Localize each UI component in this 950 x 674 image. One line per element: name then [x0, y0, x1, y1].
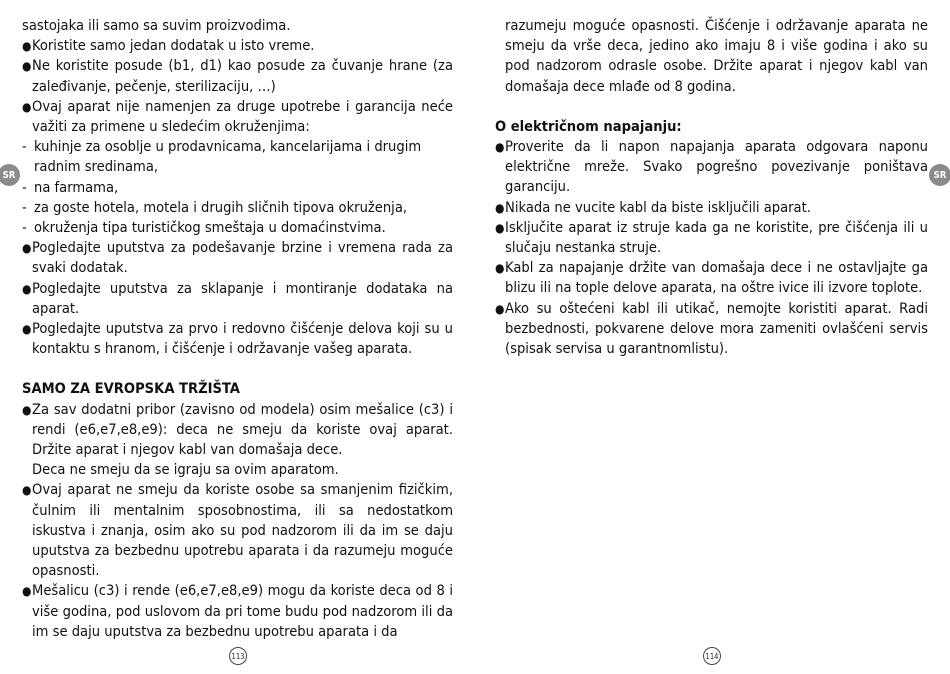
language-tab-left: SR: [0, 164, 20, 186]
list-item: ● Ovaj aparat nije namenjen za druge upotrebe i garancija neće važiti za primene u sledećim okruženjima:: [22, 97, 453, 136]
page-number-left: 113: [229, 647, 247, 665]
list-item-continuation: Deca ne smeju da se igraju sa ovim aparatom.: [32, 461, 339, 479]
list-item: ● Nikada ne vucite kabl da biste isključili aparat.: [495, 198, 928, 218]
bullet-icon: ●: [22, 281, 32, 296]
language-tab-right: SR: [929, 164, 950, 186]
bullet-icon: ●: [22, 483, 32, 498]
list-item: ● Isključite aparat iz struje kada ga ne koristite, pre čišćenja ili u slučaju nestanka struje.: [495, 218, 928, 257]
bullet-icon: ●: [495, 140, 505, 155]
bullet-icon: ●: [495, 261, 505, 276]
bullet-icon: ●: [495, 220, 505, 235]
list-item: ● Koristite samo jedan dodatak u isto vreme.: [22, 36, 453, 56]
bullet-icon: ●: [495, 200, 505, 215]
bullet-icon: ●: [22, 241, 32, 256]
bullet-icon: ●: [22, 584, 32, 599]
right-column: [495, 16, 928, 359]
list-item: ● Ako su oštećeni kabl ili utikač, nemojte koristiti aparat. Radi bezbednosti, pokvarene delove mora zameniti ovlašćeni servis (spisak servisa u garantnomlistu).: [495, 299, 928, 358]
list-item: ● Ne koristite posude (b1, d1) kao posude za čuvanje hrane (za zaleđivanje, pečenje, sterilizaciju, …): [22, 57, 453, 95]
dash-item: - za goste hotela, motela i drugih sličnih tipova okruženja,: [22, 198, 408, 216]
bullet-icon: ●: [22, 59, 32, 74]
dash-item: - okruženja tipa turističkog smeštaja u domaćinstvima.: [22, 219, 386, 237]
bullet-icon: ●: [22, 39, 32, 54]
list-item: ● Ovaj aparat ne smeju da koriste osobe sa smanjenim fizičkim, čulnim ili mentalnim sposobnostima, ili sa nedostatkom iskustva i znanja, osim ako su pod nadzorom ili da im se daju uputstva za bezbednu upotrebu aparata i da razumeju moguće opasnosti.: [22, 481, 453, 580]
list-item: ● Pogledajte uputstva za prvo i redovno čišćenje delova koji su u kontaktu s hranom, i čišćenje i održavanje vašeg aparata.: [22, 320, 453, 358]
bullet-icon: ●: [22, 99, 32, 114]
list-item: ● Pogledajte uputstva za podešavanje brzine i vremena rada za svaki dodatak.: [22, 239, 453, 277]
list-item: ● Mešalicu (c3) i rende (e6,e7,e8,e9) mogu da koriste deca od 8 i više godina, pod uslovom da pri tome budu pod nadzorom ili da im se daju uputstva za bezbednu upotrebu aparata i da: [22, 582, 453, 640]
electrical-supply-heading: O električnom napajanju:: [495, 117, 682, 135]
eu-markets-heading: SAMO ZA EVROPSKA TRŽIŠTA: [22, 380, 240, 398]
list-item: ● Za sav dodatni pribor (zavisno od modela) osim mešalice (c3) i rendi (e6,e7,e8,e9): deca ne smeju da koriste ovaj aparat. Držite aparat i njegov kabl van domašaja dece.: [22, 400, 453, 459]
list-item: ● Proverite da li napon napajanja aparata odgovara naponu električne mreže. Svako pogrešno povezivanje poništava garanciju.: [495, 138, 928, 196]
dash-item: - kuhinje za osoblje u prodavnicama, kancelarijama i drugim radnim sredinama,: [22, 138, 422, 176]
left-column: [22, 16, 453, 642]
dash-item: - na farmama,: [22, 178, 119, 196]
list-item: ● Pogledajte uputstva za sklapanje i montiranje dodataka na aparat.: [22, 279, 453, 317]
left-intro-text: sastojaka ili samo sa suvim proizvodima.: [22, 17, 291, 34]
bullet-icon: ●: [495, 301, 505, 316]
page-number-right: 114: [703, 647, 721, 665]
bullet-icon: ●: [22, 402, 32, 417]
list-item: ● Kabl za napajanje držite van domašaja dece i ne ostavljajte ga blizu ili na tople delove aparata, na oštre ivice ili izvore toplote.: [495, 259, 928, 297]
right-continued-text: razumeju moguće opasnosti. Čišćenje i održavanje aparata ne smeju da vrše deca, jedino ako imaju 8 i više godina i ako su pod nadzorom odrasle osobe. Držite aparat i njegov kabl van domašaja dece mlađe od 8 godina.: [505, 17, 928, 95]
bullet-icon: ●: [22, 322, 32, 337]
